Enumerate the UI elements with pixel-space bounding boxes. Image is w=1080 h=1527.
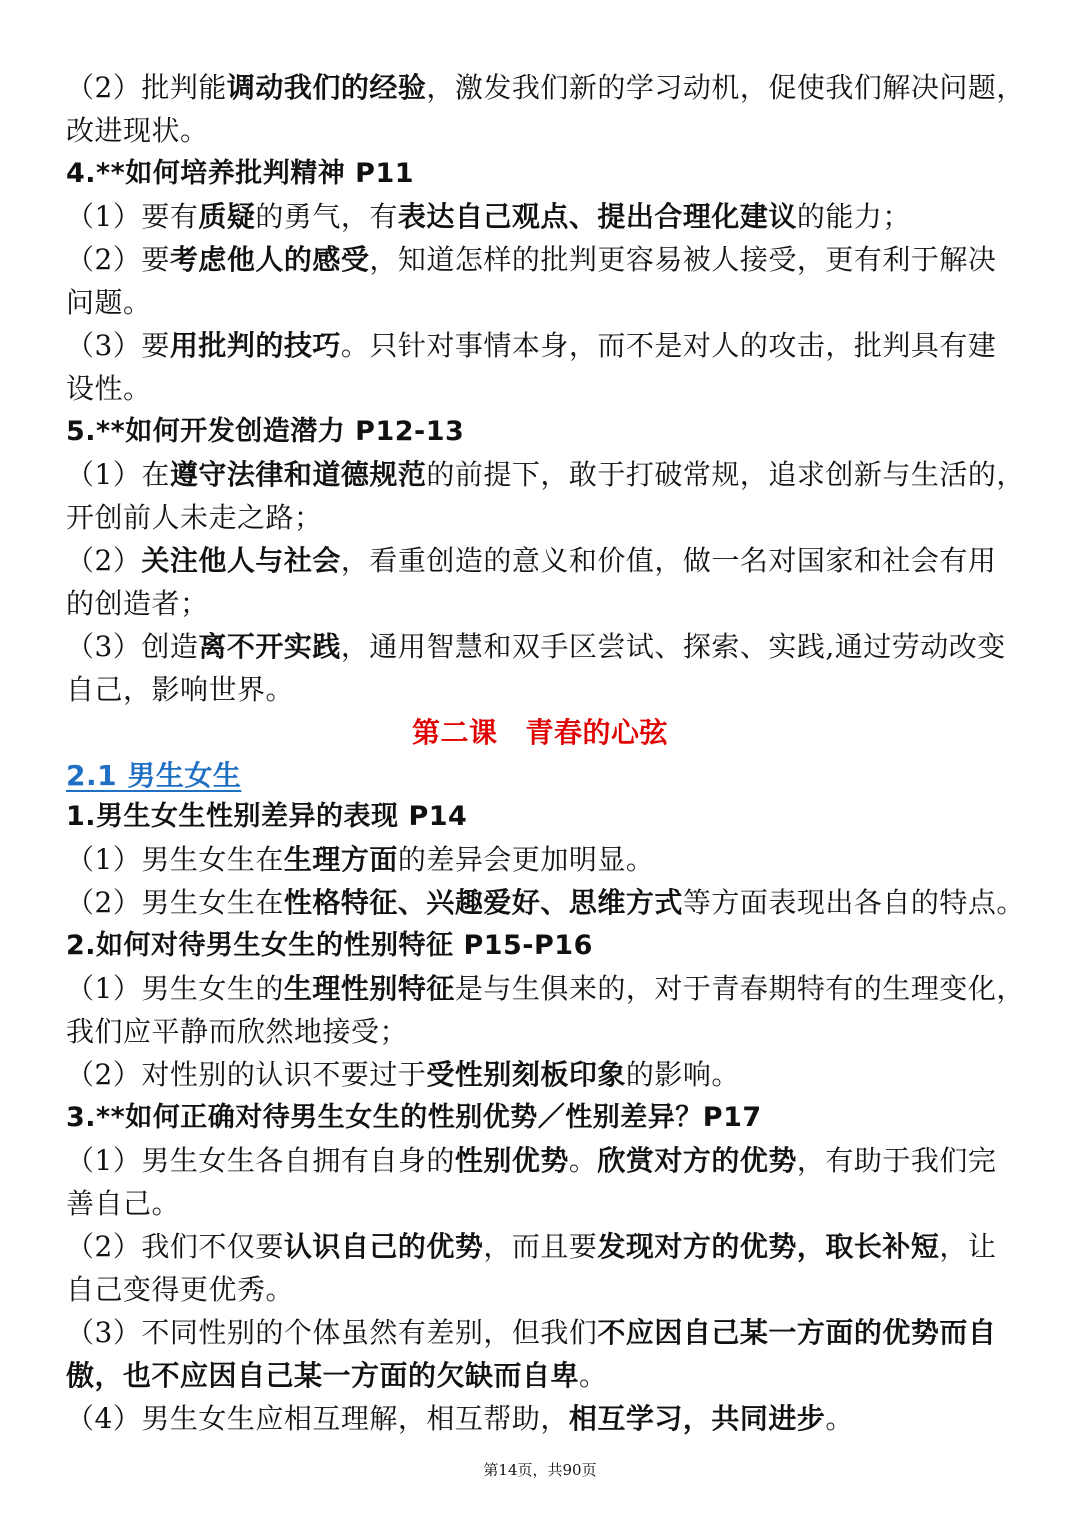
- text-segment: （3）创造: [66, 630, 199, 663]
- bold-keyword: 遵守法律和道德规范: [169, 458, 427, 491]
- text-segment: （2）: [66, 544, 142, 577]
- question-heading: [66, 1098, 762, 1138]
- bold-keyword: 2.如何对待男生女生的性别特征 P15-P16: [66, 930, 593, 961]
- text-line: [66, 369, 152, 409]
- text-line: [66, 627, 1006, 667]
- text-line: [66, 1356, 608, 1396]
- text-segment: ，通用智慧和双手区尝试、探索、实践,通过劳动改变: [340, 630, 1006, 663]
- text-segment: （1）要有: [66, 200, 199, 233]
- text-line: [66, 1313, 996, 1353]
- text-line: [66, 1055, 740, 1095]
- bold-keyword: 生理方面: [283, 843, 398, 876]
- text-segment: 自己，影响世界。: [66, 673, 295, 706]
- text-segment: 我们应平静而欣然地接受；: [66, 1015, 409, 1048]
- text-line: [66, 197, 911, 237]
- text-segment: （1）男生女生各自拥有自身的: [66, 1144, 455, 1177]
- text-segment: 的差异会更加明显。: [397, 843, 655, 876]
- text-line: [66, 240, 996, 280]
- text-line: [66, 111, 209, 151]
- question-heading: [66, 412, 464, 452]
- text-line: [66, 326, 996, 366]
- text-segment: 的创造者；: [66, 587, 209, 620]
- text-segment: 等方面表现出各自的特点。: [682, 886, 1025, 919]
- bold-keyword: 5.**如何开发创造潜力 P12-13: [66, 416, 465, 447]
- text-line: [66, 1012, 408, 1052]
- text-segment: 。: [568, 1144, 598, 1177]
- text-segment: ，而且要: [483, 1230, 598, 1263]
- text-segment: （1）男生女生在: [66, 843, 284, 876]
- text-segment: ，看重创造的意义和价值，做一名对国家和社会有用: [340, 544, 997, 577]
- bold-keyword: 相互学习，共同进步: [568, 1402, 826, 1435]
- text-segment: （1）在: [66, 458, 170, 491]
- text-segment: 是与生俱来的，对于青春期特有的生理变化，: [454, 972, 1025, 1005]
- bold-keyword: 性格特征、兴趣爱好、思维方式: [283, 886, 683, 919]
- bold-keyword: 欣赏对方的优势: [597, 1144, 797, 1177]
- question-heading: [66, 154, 414, 194]
- text-segment: （3）不同性别的个体虽然有差别，但我们: [66, 1316, 598, 1349]
- text-line: [66, 1141, 996, 1181]
- text-segment: （2）要: [66, 243, 170, 276]
- text-line: [66, 883, 1025, 923]
- section-title[interactable]: 2.1 男生女生: [66, 759, 242, 792]
- text-line: [66, 969, 1025, 1009]
- text-line: [66, 541, 996, 581]
- text-segment: ，知道怎样的批判更容易被人接受，更有利于解决: [369, 243, 997, 276]
- text-segment: （3）要: [66, 329, 170, 362]
- lesson-title: [0, 713, 1080, 753]
- bold-keyword: 调动我们的经验: [226, 71, 427, 104]
- bold-keyword: 质疑: [198, 200, 256, 233]
- question-heading: [66, 797, 467, 837]
- text-segment: （2）批判能: [66, 71, 227, 104]
- text-segment: 的影响。: [625, 1058, 740, 1091]
- bold-keyword: 发现对方的优势，取长补短: [597, 1230, 940, 1263]
- question-heading: [66, 926, 593, 966]
- text-line: [66, 283, 152, 323]
- text-segment: 。: [825, 1402, 854, 1435]
- text-segment: （4）男生女生应相互理解，相互帮助，: [66, 1402, 569, 1435]
- text-segment: 自己变得更优秀。: [66, 1273, 295, 1306]
- text-segment: 问题。: [66, 286, 152, 319]
- bold-keyword: 考虑他人的感受: [169, 243, 370, 276]
- text-segment: 的能力；: [796, 200, 911, 233]
- bold-keyword: 傲，也不应因自己某一方面的欠缺而自卑: [66, 1359, 580, 1392]
- text-segment: ，激发我们新的学习动机，促使我们解决问题，: [426, 71, 1025, 104]
- text-segment: 。只针对事情本身，而不是对人的攻击，批判具有建: [340, 329, 997, 362]
- text-segment: （1）男生女生的: [66, 972, 284, 1005]
- lesson-number: 第二课: [411, 716, 498, 749]
- text-line: [66, 584, 209, 624]
- text-line: [66, 670, 294, 710]
- text-segment: 设性。: [66, 372, 152, 405]
- lesson-name: 青春的心弦: [525, 716, 669, 749]
- page-footer: 第14页，共90页: [483, 1461, 597, 1479]
- bold-keyword: 用批判的技巧: [169, 329, 341, 362]
- text-line: [66, 1399, 854, 1439]
- text-segment: （2）我们不仅要: [66, 1230, 284, 1263]
- bold-keyword: 认识自己的优势: [283, 1230, 484, 1263]
- text-segment: 的前提下，敢于打破常规，追求创新与生活的，: [426, 458, 1025, 491]
- text-segment: 善自己。: [66, 1187, 181, 1220]
- text-segment: ，有助于我们完: [796, 1144, 997, 1177]
- text-segment: 开创前人未走之路；: [66, 501, 323, 534]
- text-segment: 改进现状。: [66, 114, 209, 147]
- bold-keyword: 表达自己观点、提出合理化建议: [397, 200, 797, 233]
- text-segment: 的勇气，有: [255, 200, 398, 233]
- bold-keyword: 生理性别特征: [283, 972, 455, 1005]
- text-line: [66, 840, 654, 880]
- bold-keyword: 3.**如何正确对待男生女生的性别优势／性别差异？P17: [66, 1102, 762, 1133]
- bold-keyword: 受性别刻板印象: [426, 1058, 626, 1091]
- bold-keyword: 离不开实践: [198, 630, 341, 663]
- text-line: [66, 1184, 180, 1224]
- text-segment: （2）男生女生在: [66, 886, 284, 919]
- bold-keyword: 4.**如何培养批判精神 P11: [66, 158, 415, 189]
- text-segment: （2）对性别的认识不要过于: [66, 1058, 427, 1091]
- text-line: [66, 68, 1025, 108]
- text-segment: ，让: [939, 1230, 997, 1263]
- text-line: [66, 455, 1025, 495]
- bold-keyword: 不应因自己某一方面的优势而自: [597, 1316, 997, 1349]
- text-line: [66, 1227, 996, 1267]
- text-segment: 。: [579, 1359, 608, 1392]
- text-line: [66, 1270, 294, 1310]
- bold-keyword: 性别优势: [454, 1144, 569, 1177]
- bold-keyword: 1.男生女生性别差异的表现 P14: [66, 801, 468, 832]
- text-line: [66, 498, 323, 538]
- bold-keyword: 关注他人与社会: [141, 544, 341, 577]
